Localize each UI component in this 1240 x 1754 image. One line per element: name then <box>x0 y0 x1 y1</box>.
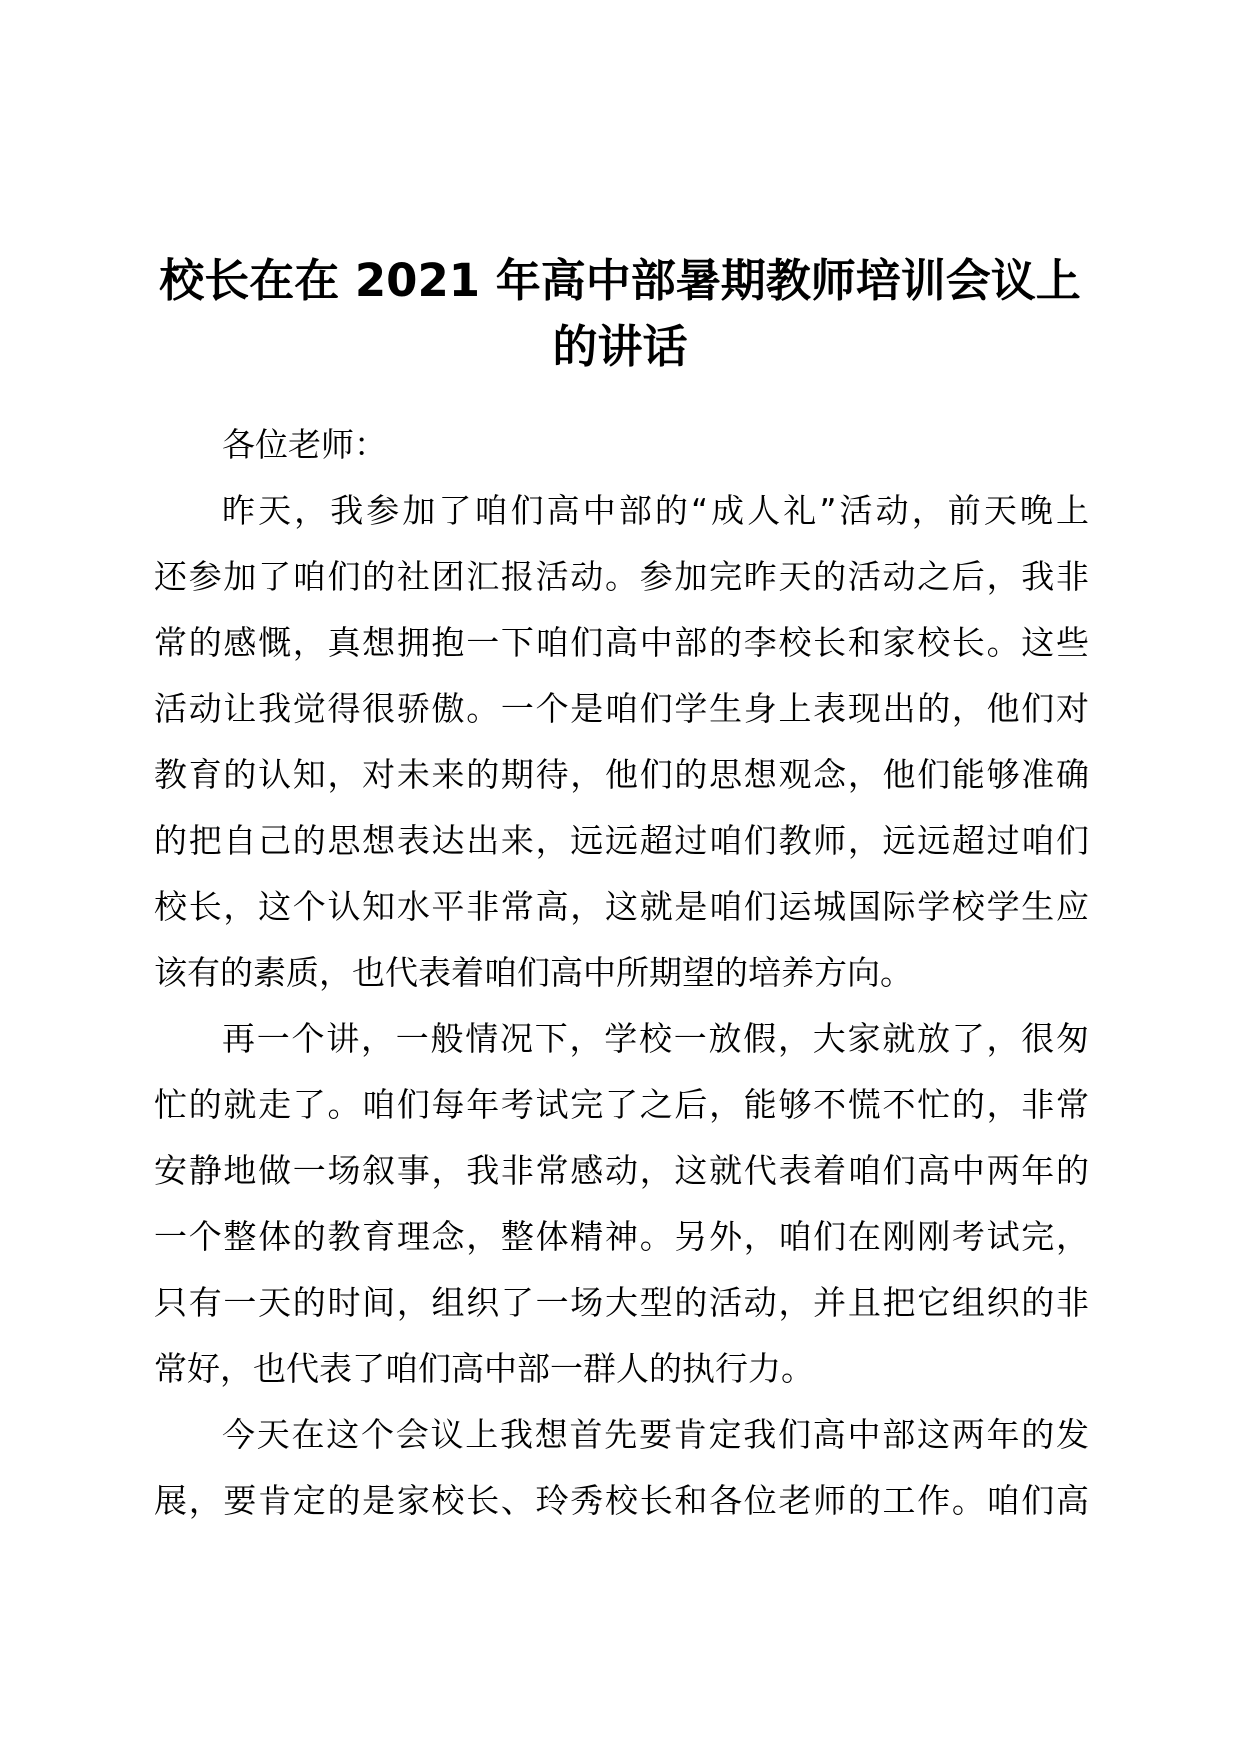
paragraph-line: 一个整体的教育理念，整体精神。另外，咱们在刚刚考试完， <box>154 1217 1089 1256</box>
paragraph-line: 校长，这个认知水平非常高，这就是咱们运城国际学校学生应 <box>154 887 1089 926</box>
paragraph-line: 昨天，我参加了咱们高中部的“成人礼”活动，前天晚上 <box>222 491 1089 530</box>
paragraph-line: 还参加了咱们的社团汇报活动。参加完昨天的活动之后，我非 <box>154 557 1089 596</box>
paragraph-line: 今天在这个会议上我想首先要肯定我们高中部这两年的发 <box>222 1415 1089 1454</box>
paragraph-line: 的把自己的思想表达出来，远远超过咱们教师，远远超过咱们 <box>154 821 1089 860</box>
title-line: 的讲话 <box>552 320 688 373</box>
paragraph-line: 忙的就走了。咱们每年考试完了之后，能够不慌不忙的，非常 <box>154 1085 1089 1124</box>
body-paragraph <box>154 1006 1089 1402</box>
paragraph-line: 教育的认知，对未来的期待，他们的思想观念，他们能够准确 <box>154 755 1089 794</box>
paragraph-line: 常好，也代表了咱们高中部一群人的执行力。 <box>154 1349 814 1388</box>
paragraph-line: 安静地做一场叙事，我非常感动，这就代表着咱们高中两年的 <box>154 1151 1089 1190</box>
paragraph-line: 再一个讲，一般情况下，学校一放假，大家就放了，很匆 <box>222 1019 1089 1058</box>
paragraph-line: 常的感慨，真想拥抱一下咱们高中部的李校长和家校长。这些 <box>154 623 1089 662</box>
body-paragraph <box>154 1402 1089 1534</box>
paragraph-line: 展，要肯定的是家校长、玲秀校长和各位老师的工作。咱们高 <box>154 1481 1089 1520</box>
paragraph-line: 该有的素质，也代表着咱们高中所期望的培养方向。 <box>154 953 913 992</box>
paragraph-line: 只有一天的时间，组织了一场大型的活动，并且把它组织的非 <box>154 1283 1089 1322</box>
document-title <box>130 248 1110 380</box>
body-paragraph <box>154 478 1089 1006</box>
title-line: 校长在在 2021 年高中部暑期教师培训会议上 <box>159 254 1081 307</box>
salutation: 各位老师： <box>222 425 387 464</box>
paragraph-line: 活动让我觉得很骄傲。一个是咱们学生身上表现出的，他们对 <box>154 689 1089 728</box>
